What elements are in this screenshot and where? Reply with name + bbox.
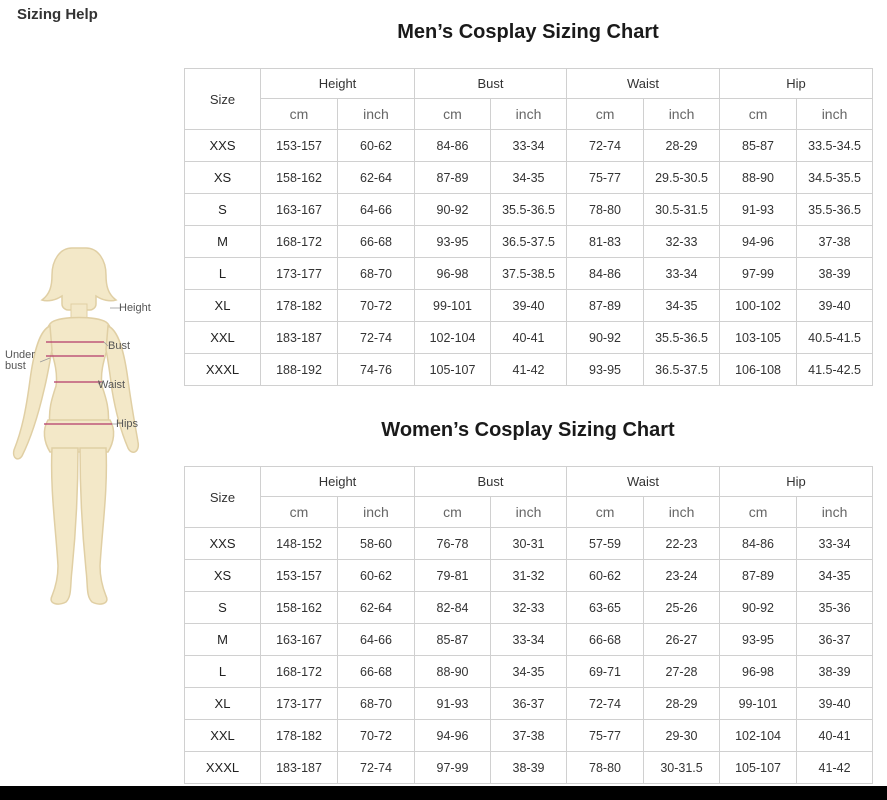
size-cell: L: [185, 656, 261, 688]
measurement-cell: 25-26: [644, 592, 720, 624]
hip-group-header: Hip: [720, 69, 873, 99]
waist-label: Waist: [98, 379, 126, 391]
size-header: Size: [185, 467, 261, 528]
unit-header: inch: [797, 497, 873, 528]
measurement-cell: 41-42: [797, 752, 873, 784]
size-cell: XXXL: [185, 752, 261, 784]
measurement-cell: 22-23: [644, 528, 720, 560]
measurement-cell: 32-33: [491, 592, 567, 624]
measurement-cell: 84-86: [720, 528, 797, 560]
measurement-cell: 40.5-41.5: [797, 322, 873, 354]
waist-group-header: Waist: [567, 69, 720, 99]
measurement-cell: 38-39: [797, 258, 873, 290]
measurement-cell: 96-98: [720, 656, 797, 688]
size-cell: L: [185, 258, 261, 290]
measurement-cell: 39-40: [797, 290, 873, 322]
measurement-cell: 34-35: [491, 162, 567, 194]
measurement-cell: 106-108: [720, 354, 797, 386]
size-cell: XS: [185, 162, 261, 194]
measurement-cell: 70-72: [338, 720, 415, 752]
measurement-cell: 78-80: [567, 194, 644, 226]
measurement-cell: 28-29: [644, 130, 720, 162]
measurement-cell: 87-89: [720, 560, 797, 592]
measurement-cell: 28-29: [644, 688, 720, 720]
measurement-cell: 183-187: [261, 752, 338, 784]
table-row: [185, 560, 873, 592]
size-cell: XL: [185, 688, 261, 720]
measurement-cell: 173-177: [261, 688, 338, 720]
measurement-cell: 64-66: [338, 624, 415, 656]
unit-header: cm: [261, 497, 338, 528]
table-row: [185, 752, 873, 784]
measurement-cell: 100-102: [720, 290, 797, 322]
measurement-cell: 34-35: [491, 656, 567, 688]
measurement-cell: 33-34: [644, 258, 720, 290]
measurement-cell: 84-86: [415, 130, 491, 162]
measurement-cell: 103-105: [720, 322, 797, 354]
measurement-cell: 35.5-36.5: [491, 194, 567, 226]
measurement-cell: 153-157: [261, 130, 338, 162]
unit-header: cm: [567, 497, 644, 528]
size-cell: XXS: [185, 528, 261, 560]
measurement-cell: 57-59: [567, 528, 644, 560]
measurement-cell: 35-36: [797, 592, 873, 624]
table-row: [185, 162, 873, 194]
measurement-cell: 158-162: [261, 592, 338, 624]
measurement-cell: 72-74: [338, 752, 415, 784]
table-row: [185, 290, 873, 322]
measurement-cell: 29-30: [644, 720, 720, 752]
measurement-cell: 32-33: [644, 226, 720, 258]
measurement-cell: 79-81: [415, 560, 491, 592]
measurement-cell: 41-42: [491, 354, 567, 386]
measurement-cell: 178-182: [261, 720, 338, 752]
measurement-cell: 90-92: [415, 194, 491, 226]
measurement-cell: 58-60: [338, 528, 415, 560]
size-cell: XXXL: [185, 354, 261, 386]
measurement-cell: 68-70: [338, 688, 415, 720]
men-chart-title: Men’s Cosplay Sizing Chart: [397, 21, 659, 43]
measurement-cell: 173-177: [261, 258, 338, 290]
measurement-cell: 75-77: [567, 720, 644, 752]
measurement-cell: 91-93: [720, 194, 797, 226]
measurement-cell: 81-83: [567, 226, 644, 258]
women-size-table: [184, 466, 873, 784]
measurement-cell: 163-167: [261, 624, 338, 656]
figure-head: [42, 248, 116, 310]
measurement-cell: 62-64: [338, 592, 415, 624]
unit-header: inch: [644, 99, 720, 130]
measurement-cell: 168-172: [261, 226, 338, 258]
measurement-cell: 97-99: [720, 258, 797, 290]
measurement-cell: 66-68: [338, 656, 415, 688]
size-cell: XXL: [185, 322, 261, 354]
measurement-cell: 87-89: [567, 290, 644, 322]
table-row: [185, 194, 873, 226]
bust-label: Bust: [108, 340, 131, 352]
unit-header: cm: [261, 99, 338, 130]
measurement-cell: 33-34: [491, 130, 567, 162]
table-row: [185, 322, 873, 354]
size-cell: XS: [185, 560, 261, 592]
hips-label: Hips: [116, 418, 139, 430]
measurement-cell: 102-104: [720, 720, 797, 752]
measurement-cell: 62-64: [338, 162, 415, 194]
unit-header: inch: [644, 497, 720, 528]
measurement-cell: 88-90: [720, 162, 797, 194]
measurement-cell: 34.5-35.5: [797, 162, 873, 194]
unit-header: inch: [491, 497, 567, 528]
measurement-cell: 64-66: [338, 194, 415, 226]
measurement-cell: 93-95: [720, 624, 797, 656]
measurement-cell: 84-86: [567, 258, 644, 290]
hip-group-header: Hip: [720, 467, 873, 497]
measurement-cell: 29.5-30.5: [644, 162, 720, 194]
unit-header: inch: [491, 99, 567, 130]
body-measurement-figure: [0, 230, 180, 630]
measurement-cell: 27-28: [644, 656, 720, 688]
measurement-cell: 69-71: [567, 656, 644, 688]
measurement-cell: 37-38: [491, 720, 567, 752]
measurement-cell: 72-74: [338, 322, 415, 354]
measurement-cell: 30.5-31.5: [644, 194, 720, 226]
measurement-cell: 94-96: [415, 720, 491, 752]
measurement-cell: 99-101: [415, 290, 491, 322]
measurement-cell: 91-93: [415, 688, 491, 720]
under-bust-label: Under bust: [5, 349, 35, 372]
measurement-cell: 66-68: [567, 624, 644, 656]
table-row: [185, 258, 873, 290]
measurement-cell: 88-90: [415, 656, 491, 688]
measurement-cell: 178-182: [261, 290, 338, 322]
measurement-cell: 70-72: [338, 290, 415, 322]
measurement-cell: 68-70: [338, 258, 415, 290]
table-row: [185, 226, 873, 258]
table-row: [185, 354, 873, 386]
measurement-cell: 76-78: [415, 528, 491, 560]
table-row: [185, 130, 873, 162]
measurement-cell: 39-40: [491, 290, 567, 322]
measurement-cell: 40-41: [491, 322, 567, 354]
measurement-cell: 158-162: [261, 162, 338, 194]
measurement-cell: 87-89: [415, 162, 491, 194]
measurement-cell: 31-32: [491, 560, 567, 592]
measurement-cell: 37-38: [797, 226, 873, 258]
measurement-cell: 163-167: [261, 194, 338, 226]
size-cell: M: [185, 624, 261, 656]
bust-group-header: Bust: [415, 467, 567, 497]
figure-left-leg: [51, 448, 78, 604]
measurement-cell: 26-27: [644, 624, 720, 656]
measurement-cell: 97-99: [415, 752, 491, 784]
unit-header: inch: [797, 99, 873, 130]
measurement-cell: 183-187: [261, 322, 338, 354]
measurement-cell: 23-24: [644, 560, 720, 592]
measurement-cell: 36-37: [797, 624, 873, 656]
measurement-cell: 33-34: [797, 528, 873, 560]
measurement-cell: 39-40: [797, 688, 873, 720]
size-cell: XXS: [185, 130, 261, 162]
measurement-cell: 36-37: [491, 688, 567, 720]
figure-hips: [44, 420, 113, 452]
table-row: [185, 624, 873, 656]
page-heading: Sizing Help: [17, 6, 98, 23]
bottom-bar: [0, 786, 887, 800]
unit-header: cm: [720, 99, 797, 130]
measurement-cell: 36.5-37.5: [644, 354, 720, 386]
measurement-cell: 75-77: [567, 162, 644, 194]
size-header: Size: [185, 69, 261, 130]
unit-header: cm: [720, 497, 797, 528]
height-group-header: Height: [261, 467, 415, 497]
table-row: [185, 720, 873, 752]
measurement-cell: 105-107: [720, 752, 797, 784]
bust-group-header: Bust: [415, 69, 567, 99]
measurement-cell: 102-104: [415, 322, 491, 354]
measurement-cell: 38-39: [797, 656, 873, 688]
table-row: [185, 592, 873, 624]
table-row: [185, 688, 873, 720]
size-cell: S: [185, 194, 261, 226]
measurement-cell: 168-172: [261, 656, 338, 688]
unit-header: inch: [338, 497, 415, 528]
measurement-cell: 63-65: [567, 592, 644, 624]
measurement-cell: 94-96: [720, 226, 797, 258]
unit-header: cm: [415, 497, 491, 528]
measurement-cell: 96-98: [415, 258, 491, 290]
height-label: Height: [119, 302, 151, 314]
measurement-cell: 30-31.5: [644, 752, 720, 784]
measurement-cell: 99-101: [720, 688, 797, 720]
unit-header: cm: [567, 99, 644, 130]
measurement-cell: 34-35: [644, 290, 720, 322]
body-silhouette-image: [0, 230, 180, 630]
measurement-cell: 78-80: [567, 752, 644, 784]
measurement-cell: 34-35: [797, 560, 873, 592]
figure-torso: [47, 318, 111, 427]
table-row: [185, 528, 873, 560]
measurement-cell: 33.5-34.5: [797, 130, 873, 162]
measurement-cell: 66-68: [338, 226, 415, 258]
measurement-cell: 30-31: [491, 528, 567, 560]
measurement-cell: 93-95: [567, 354, 644, 386]
size-cell: XL: [185, 290, 261, 322]
men-size-table: [184, 68, 873, 386]
measurement-cell: 33-34: [491, 624, 567, 656]
measurement-cell: 60-62: [338, 130, 415, 162]
measurement-cell: 60-62: [338, 560, 415, 592]
measurement-cell: 82-84: [415, 592, 491, 624]
measurement-cell: 36.5-37.5: [491, 226, 567, 258]
measurement-cell: 37.5-38.5: [491, 258, 567, 290]
measurement-cell: 74-76: [338, 354, 415, 386]
unit-header: cm: [415, 99, 491, 130]
measurement-cell: 105-107: [415, 354, 491, 386]
size-cell: S: [185, 592, 261, 624]
measurement-cell: 188-192: [261, 354, 338, 386]
measurement-cell: 90-92: [720, 592, 797, 624]
size-cell: XXL: [185, 720, 261, 752]
measurement-cell: 41.5-42.5: [797, 354, 873, 386]
measurement-cell: 60-62: [567, 560, 644, 592]
measurement-cell: 85-87: [415, 624, 491, 656]
measurement-cell: 93-95: [415, 226, 491, 258]
waist-group-header: Waist: [567, 467, 720, 497]
unit-header: inch: [338, 99, 415, 130]
measurement-cell: 90-92: [567, 322, 644, 354]
height-group-header: Height: [261, 69, 415, 99]
table-row: [185, 656, 873, 688]
measurement-cell: 148-152: [261, 528, 338, 560]
measurement-cell: 153-157: [261, 560, 338, 592]
women-chart-title: Women’s Cosplay Sizing Chart: [381, 419, 675, 441]
measurement-cell: 40-41: [797, 720, 873, 752]
measurement-cell: 35.5-36.5: [797, 194, 873, 226]
size-cell: M: [185, 226, 261, 258]
measurement-cell: 72-74: [567, 130, 644, 162]
measurement-cell: 72-74: [567, 688, 644, 720]
measurement-cell: 38-39: [491, 752, 567, 784]
measurement-cell: 85-87: [720, 130, 797, 162]
figure-right-leg: [80, 448, 107, 604]
measurement-cell: 35.5-36.5: [644, 322, 720, 354]
